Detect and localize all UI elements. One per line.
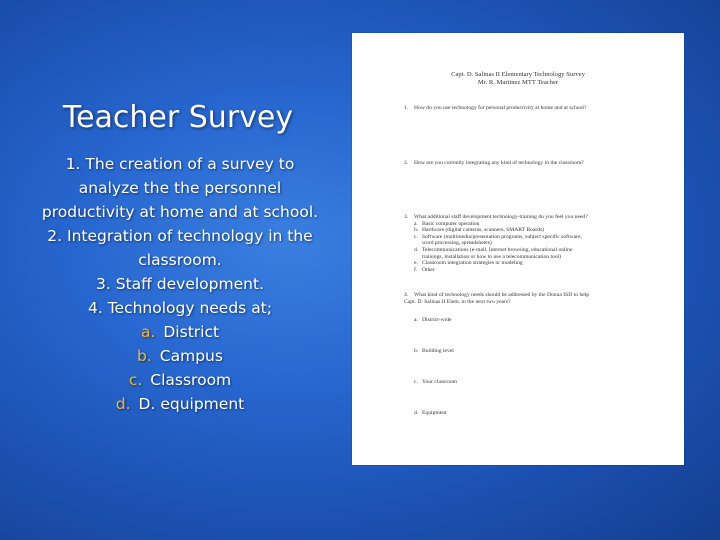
question-4-part-c — [414, 379, 664, 386]
option-letter: a. — [414, 220, 418, 227]
sub-item-text: District — [163, 323, 220, 341]
option-letter: b. — [414, 227, 419, 234]
body-line: 2. Integration of technology in the — [47, 227, 313, 245]
sub-item-equipment — [30, 392, 330, 416]
option-letter: d. — [414, 410, 419, 416]
survey-question-1 — [404, 105, 654, 112]
option-text: Telecommunications (e-mail, Internet browsing, educational online — [422, 246, 573, 253]
option-text: trainings, installation or how to use a telecommunication tool) — [422, 253, 562, 260]
slide-title: Teacher Survey — [62, 100, 294, 135]
option-item — [404, 247, 654, 254]
sub-item-text: Campus — [159, 347, 223, 365]
sub-item-letter: c. — [128, 371, 143, 389]
option-item — [404, 260, 654, 267]
option-text: Other — [422, 266, 435, 273]
option-letter: a. — [414, 317, 418, 323]
option-text: Hardware (digital cameras, scanners, SMART Boards) — [422, 227, 545, 234]
body-line: 1. The creation of a survey to — [65, 155, 295, 173]
body-line: productivity at home and at school. — [41, 203, 319, 221]
sub-item-letter: a. — [140, 323, 156, 341]
survey-document-image — [352, 33, 684, 465]
sub-item-letter: d. — [115, 395, 131, 413]
option-text: Equipment — [422, 410, 447, 416]
option-letter: b. — [414, 348, 419, 354]
sub-item-letter: b. — [137, 347, 152, 365]
question-4-part-d — [414, 410, 664, 417]
survey-question-3 — [404, 214, 654, 273]
sub-item-classroom — [30, 368, 330, 392]
survey-question-4 — [404, 292, 654, 305]
question-number: 3. — [404, 214, 409, 220]
option-text: Classroom integration strategies or modeling — [422, 260, 523, 267]
question-text-continued: Capt. D. Salinas II Elem. in the next two years? — [404, 298, 511, 305]
option-item — [404, 227, 654, 234]
question-number: 2. — [404, 160, 409, 166]
sub-item-district — [30, 320, 330, 344]
body-line: 3. Staff development. — [96, 275, 264, 293]
sub-item-text: Classroom — [150, 371, 232, 389]
option-text: Building level — [422, 348, 454, 354]
option-letter: c. — [414, 233, 418, 240]
option-text: Basic computer operation — [422, 220, 480, 227]
option-item — [404, 267, 654, 274]
sub-item-text: D. equipment — [138, 395, 245, 413]
option-item — [404, 240, 654, 247]
body-line: classroom. — [138, 251, 222, 269]
question-text: What additional staff development technology-training do you feel you need? — [414, 214, 588, 220]
body-line: 4. Technology needs at; — [87, 299, 272, 317]
slide-body — [30, 152, 330, 416]
option-text: word processing, spreadsheets) — [422, 240, 492, 247]
document-subtitle: Mr. R. Martinez MTT Teacher — [477, 79, 559, 86]
question-text: What kind of technology needs should be addressed by the Donna ISD to help — [414, 292, 590, 298]
option-letter: d. — [414, 246, 419, 253]
sub-item-campus — [30, 344, 330, 368]
question-text: How are you currently integrating any kind of technology in the classroom? — [414, 160, 584, 166]
question-number: 4. — [404, 292, 409, 298]
question-text: How do you use technology for personal productivity at home and at school? — [414, 105, 587, 111]
question-4-part-a — [414, 317, 664, 324]
body-line: analyze the the personnel — [78, 179, 282, 197]
survey-question-2 — [404, 160, 654, 167]
option-text: District-wide — [422, 317, 452, 323]
option-item — [404, 254, 654, 261]
document-title: Capt. D. Salinas II Elementary Technology Survey — [451, 71, 585, 78]
question-4-part-b — [414, 348, 664, 355]
option-text: Software (multimedia/presentation programs, subject specific software, — [422, 233, 582, 240]
option-letter: f. — [414, 266, 418, 273]
option-letter: c. — [414, 379, 418, 385]
option-text: Your classroom — [422, 379, 458, 385]
document-header — [352, 71, 684, 87]
option-letter: e. — [414, 260, 418, 267]
question-number: 1. — [404, 105, 409, 111]
